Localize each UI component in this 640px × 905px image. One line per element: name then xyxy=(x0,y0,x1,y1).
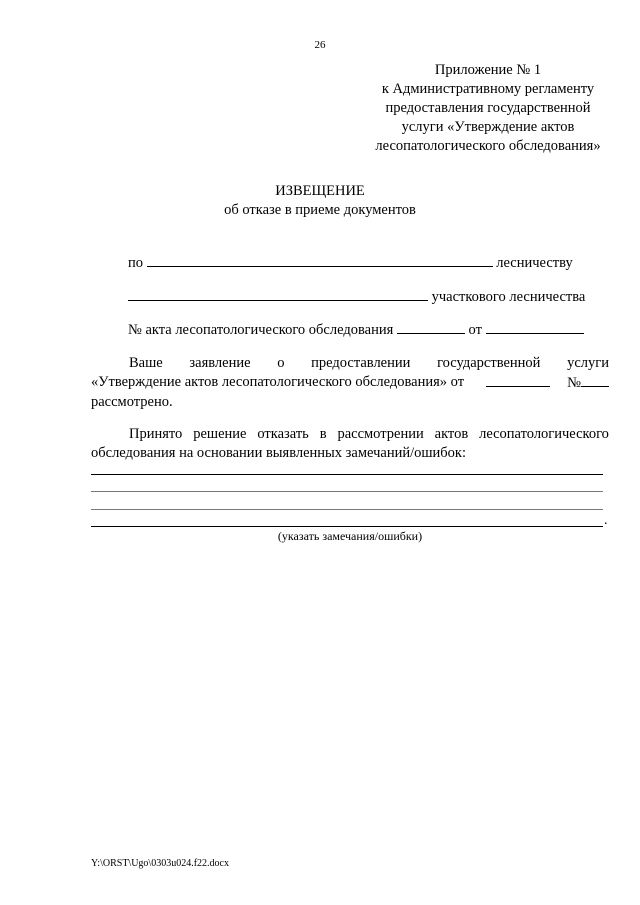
statement-line-2 xyxy=(91,373,609,393)
notice-subtitle: об отказе в приеме документов xyxy=(224,202,416,218)
decision-word: лесопатологического xyxy=(479,426,609,442)
appendix-header xyxy=(340,61,636,156)
district-forestry-row xyxy=(128,287,585,307)
appendix-line-4: услуги «Утверждение актов xyxy=(401,119,575,135)
forestry-row xyxy=(128,253,573,273)
statement-number-field[interactable] xyxy=(581,373,609,387)
district-forestry-field[interactable] xyxy=(128,287,428,301)
remarks-line-4[interactable] xyxy=(91,526,603,527)
remarks-line-3[interactable] xyxy=(91,509,603,510)
statement-line-3: рассмотрено. xyxy=(91,394,173,410)
statement-word: государственной xyxy=(437,355,541,371)
decision-word: в xyxy=(319,426,327,442)
decision-word: решение xyxy=(193,426,247,442)
po-label: по xyxy=(128,255,144,271)
appendix-line-5: лесопатологического обследования» xyxy=(375,138,601,154)
forestry-label: лесничеству xyxy=(496,255,573,271)
forestry-field[interactable] xyxy=(147,253,493,267)
decision-word: Принято xyxy=(129,426,183,442)
statement-date-field[interactable] xyxy=(486,373,550,387)
decision-word: рассмотрении xyxy=(337,426,424,442)
appendix-line-3: предоставления государственной xyxy=(385,100,591,116)
appendix-line-1: Приложение № 1 xyxy=(434,62,542,78)
remarks-line-2[interactable] xyxy=(91,491,603,492)
footer-file-path: Y:\ORST\Ugo\0303u024.f22.docx xyxy=(91,858,229,869)
act-number-row xyxy=(128,320,584,340)
decision-line-1 xyxy=(91,425,609,444)
remarks-line-1[interactable] xyxy=(91,474,603,475)
act-date-field[interactable] xyxy=(486,320,584,334)
statement-number-sign: № xyxy=(567,375,581,391)
statement-service-text: «Утверждение актов лесопатологического обследования» от xyxy=(91,374,465,390)
statement-word: о xyxy=(277,355,285,371)
remarks-hint: (указать замечания/ошибки) xyxy=(277,529,423,543)
statement-word: заявление xyxy=(189,355,251,371)
decision-word: актов xyxy=(434,426,469,442)
act-number-field[interactable] xyxy=(397,320,465,334)
statement-paragraph xyxy=(91,354,609,412)
district-forestry-label: участкового лесничества xyxy=(431,289,586,305)
notice-heading xyxy=(0,182,640,220)
remarks-end-period: . xyxy=(604,513,608,528)
decision-paragraph xyxy=(91,425,609,463)
decision-line-2: обследования на основании выявленных замечаний/ошибок: xyxy=(91,445,466,461)
decision-word: отказать xyxy=(257,426,309,442)
act-number-label: № акта лесопатологического обследования xyxy=(128,322,394,338)
statement-word: услуги xyxy=(567,355,609,371)
statement-line-1 xyxy=(91,354,609,373)
notice-title: ИЗВЕЩЕНИЕ xyxy=(275,183,365,199)
page-number: 26 xyxy=(314,39,326,51)
statement-word: предоставлении xyxy=(311,355,411,371)
appendix-line-2: к Административному регламенту xyxy=(381,81,595,97)
statement-word: Ваше xyxy=(129,355,163,371)
act-from-label: от xyxy=(468,322,482,338)
